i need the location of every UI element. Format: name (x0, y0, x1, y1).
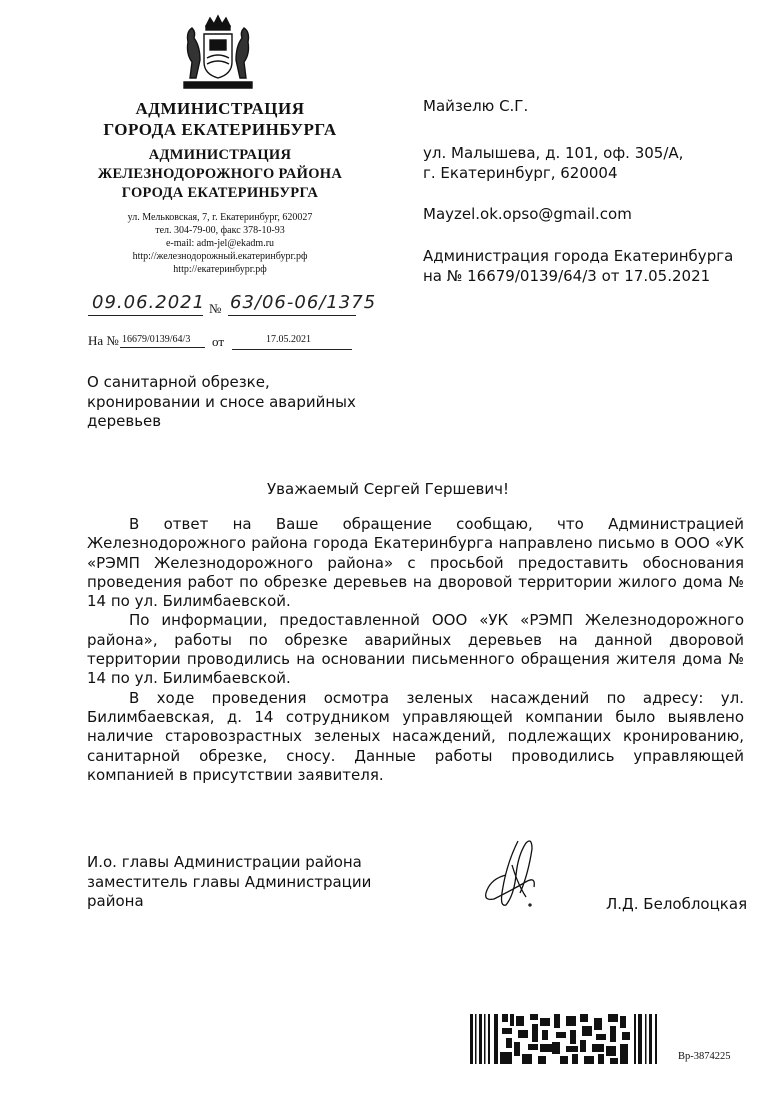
outgoing-number: 63/06-06/1375 (230, 292, 377, 313)
contact-email: e-mail: adm-jel@ekadm.ru (165, 238, 275, 249)
letter-body (87, 515, 744, 785)
position-line3: района (87, 892, 144, 910)
letter-subject (87, 373, 387, 432)
document-barcode-image (470, 1014, 658, 1064)
handwritten-signature-image (476, 835, 556, 915)
greeting: Уважаемый Сергей Гершевич! (267, 480, 509, 498)
registration-code: Вр-3874225 (678, 1051, 731, 1062)
from-label: от (212, 334, 225, 349)
body-paragraph-1: В ответ на Ваше обращение сообщаю, что Администрацией Железнодорожного района города Екатеринбурга направлено письмо в ООО «УК «РЭМП Железнодорожного района» с просьбой предоставить обоснования проведения работ по обрезке деревьев на дворовой территории жилого дома № 14 по ул. Билимбаевской. (87, 515, 744, 611)
ref-number: 16679/0139/64/3 (122, 334, 191, 345)
addressee-name: Майзелю С.Г. (423, 97, 529, 115)
number-label: № (209, 301, 222, 316)
contact-phone: тел. 304-79-00, факс 378-10-93 (155, 225, 285, 236)
ref-number-underline (120, 347, 205, 348)
copy-recipient-line1: Администрация города Екатеринбурга (423, 247, 734, 265)
position-line2: заместитель главы Администрации (87, 872, 372, 891)
body-paragraph-2: По информации, предоставленной ООО «УК «РЭМП Железнодорожного района», работы по обрезке аварийных деревьев на данной дворовой территории проводились на основании письменного обращения жителя дома № 14 по ул. Билимбаевской. (87, 611, 744, 688)
org-title-line1: АДМИНИСТРАЦИЯ (135, 99, 305, 118)
body-paragraph-3: В ходе проведения осмотра зеленых насаждений по адресу: ул. Билимбаевская, д. 14 сотрудником управляющей компании было выявлено наличие старовозрастных зеленых насаждений, подлежащих кронированию, санитарной обрезке, сносу. Данные работы проводились управляющей компанией в присутствии заявителя. (87, 688, 744, 784)
signatory-position (87, 853, 371, 912)
organization-title (60, 98, 380, 140)
copy-recipient-line2: на № 16679/0139/64/3 от 17.05.2021 (423, 267, 711, 285)
position-line1: И.о. главы Администрации района (87, 853, 362, 871)
dept-title-line3: ГОРОДА ЕКАТЕРИНБУРГА (121, 185, 319, 201)
department-title (60, 146, 380, 203)
subject-line1: О санитарной обрезке, (87, 373, 270, 391)
dept-title-line1: АДМИНИСТРАЦИЯ (148, 147, 292, 163)
ref-label: На № (88, 333, 119, 348)
date-underline (88, 315, 203, 316)
signer-name: Л.Д. Белоблоцкая (606, 895, 748, 913)
ref-date: 17.05.2021 (266, 334, 311, 345)
contact-website-city: http://екатеринбург.рф (173, 264, 267, 275)
outgoing-date: 09.06.2021 (92, 292, 206, 313)
coat-of-arms-emblem (180, 12, 256, 92)
addressee-address-line2: г. Екатеринбург, 620004 (423, 164, 618, 182)
subject-line3: деревьев (87, 412, 162, 430)
ref-date-underline (232, 349, 352, 350)
contact-address: ул. Мельковская, 7, г. Екатеринбург, 620027 (127, 212, 313, 223)
addressee-email: Mayzel.ok.opso@gmail.com (423, 205, 632, 223)
contact-block (60, 211, 380, 276)
dept-title-line2: ЖЕЛЕЗНОДОРОЖНОГО РАЙОНА (97, 166, 343, 182)
org-title-line2: ГОРОДА ЕКАТЕРИНБУРГА (103, 120, 337, 139)
subject-line2: кронировании и сносе аварийных (87, 392, 356, 411)
contact-website-district: http://железнодорожный.екатеринбург.рф (132, 251, 308, 262)
addressee-address-line1: ул. Малышева, д. 101, оф. 305/А, (423, 144, 684, 162)
number-underline (228, 315, 356, 316)
